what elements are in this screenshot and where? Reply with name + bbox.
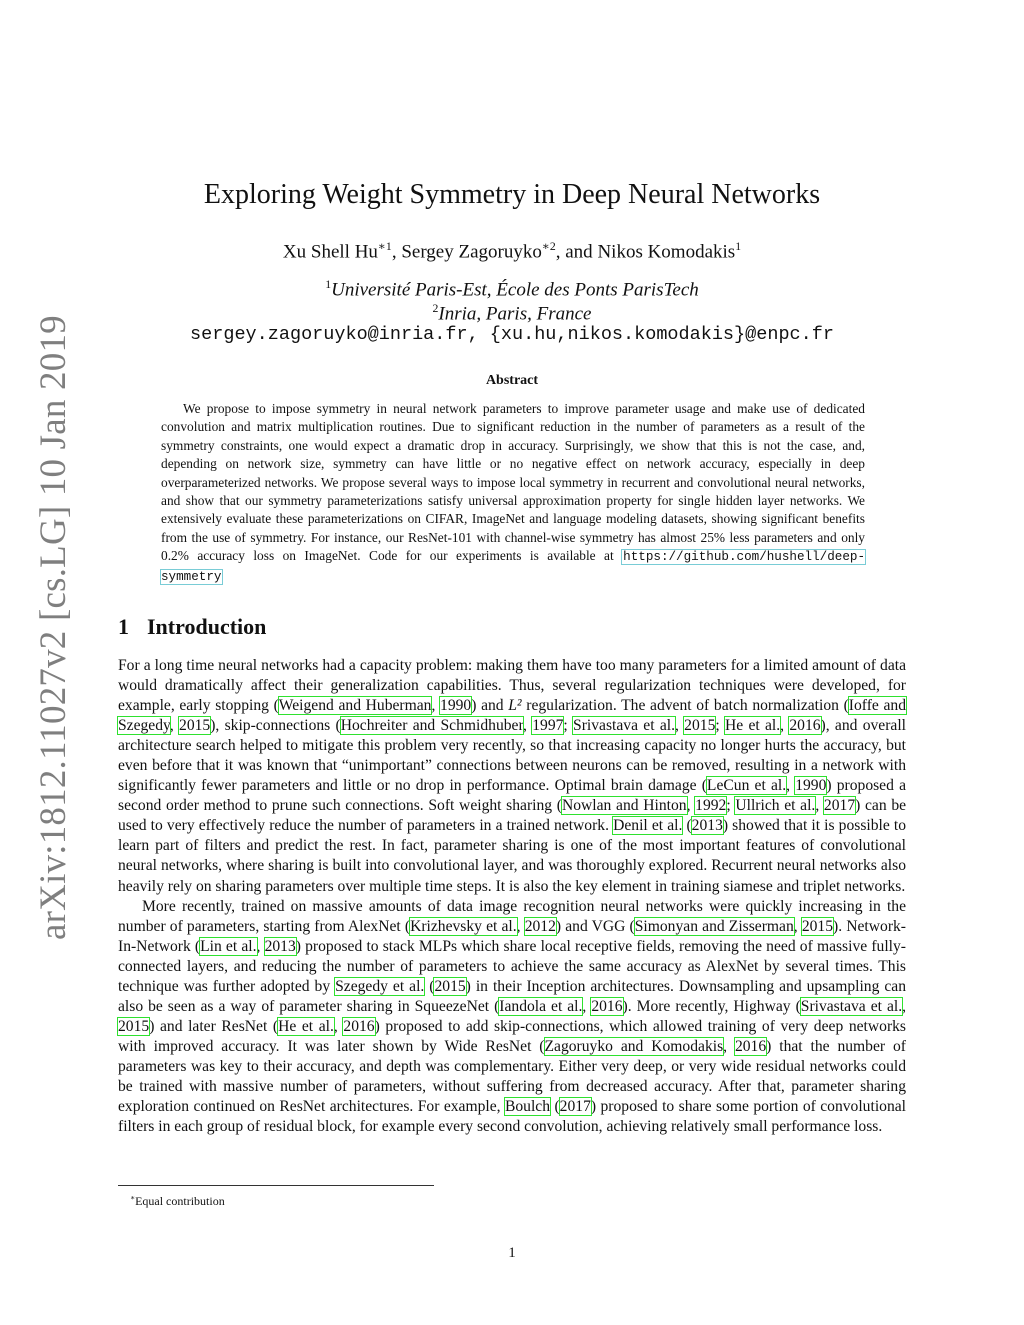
abstract-body	[161, 400, 865, 586]
citation-link[interactable]: Srivastava et al.	[800, 997, 903, 1015]
text-run: ,	[582, 997, 592, 1015]
author-marker: ∗1	[377, 240, 392, 253]
text-run: ), skip-connections (	[210, 717, 341, 735]
text-run: regularization. The advent of batch normalization (	[521, 697, 849, 715]
affiliation-text: Inria, Paris, France	[438, 303, 592, 325]
text-run: ) and	[471, 697, 509, 715]
paragraph	[118, 897, 906, 1138]
paper-title: Exploring Weight Symmetry in Deep Neural Networks	[203, 179, 821, 210]
affiliation-marker: 1	[325, 278, 332, 291]
math-symbol: L²	[508, 697, 522, 715]
text-run: ) proposed to share some portion of convolutional filters in each group of residual block, for example every second convolution, achieving relatively small performance loss.	[118, 1098, 906, 1136]
page-number: 1	[508, 1245, 516, 1261]
text-run: ) proposed to stack MLPs which share local receptive fields, removing the need of massive fully-connected layers, and reducing the number of parameters to achieve the same accuracy as AlexNet by several times. This technique was further adopted by	[118, 937, 906, 995]
text-run: ,	[256, 937, 265, 955]
citation-link[interactable]: 1990	[795, 777, 827, 795]
citation-link[interactable]: Szegedy et al.	[335, 977, 425, 995]
citation-link[interactable]: He et al.	[278, 1017, 334, 1035]
citation-link[interactable]: Simonyan and Zisserman	[634, 917, 794, 935]
text-run: ), and overall architecture search helped to mitigate this problem very recently, so that increasing capacity no longer hurts the accuracy, but even before that it was known that “unimportant” connections between neurons can be removed, resulting in a network with significantly fewer parameters and little or no drop in performance. Optimal brain damage (	[118, 717, 907, 795]
citation-link[interactable]: 2015	[801, 917, 833, 935]
text-run: ) and later ResNet (	[149, 1017, 279, 1035]
text-run: ) in their Inception architectures. Downsampling and upsampling can also be seen as a way of parameter sharing in SqueezeNet (	[118, 977, 907, 1015]
author-name: Xu Shell Hu	[282, 241, 378, 263]
text-run: ;	[726, 797, 736, 815]
citation-link[interactable]: Hochreiter and Schmidhuber	[340, 717, 524, 735]
affiliation-text: Université Paris-Est, École des Ponts ParisTech	[331, 279, 699, 301]
footnote-marker: ∗	[130, 1193, 136, 1202]
text-run: ,	[793, 917, 802, 935]
citation-link[interactable]: 2015	[434, 977, 466, 995]
citation-link[interactable]: 1990	[440, 697, 472, 715]
citation-link[interactable]: 2016	[734, 1037, 767, 1055]
citation-link[interactable]: Krizhevsky et al.	[410, 917, 517, 935]
code-repository-link[interactable]: https://github.com/hushell/deep-symmetry	[161, 550, 865, 584]
text-run: ;	[563, 717, 574, 735]
citation-link[interactable]: 2016	[789, 717, 821, 735]
citation-link[interactable]: 2016	[343, 1017, 375, 1035]
section-title: Introduction	[147, 614, 267, 639]
text-run: ,	[780, 717, 790, 735]
author-name: Nikos Komodakis	[597, 241, 736, 263]
citation-link[interactable]: 2017	[823, 797, 856, 815]
citation-link[interactable]: LeCun et al.	[706, 777, 787, 795]
citation-link[interactable]: He et al.	[724, 717, 781, 735]
abstract-text: We propose to impose symmetry in neural network parameters to improve parameter usage and make use of dedicated convolution and matrix multiplication routines. Due to significant reduction in the number of parameters as a result of the symmetry constraints, one would expect a dramatic drop in accuracy. Surprisingly, we show that this is not the case, and, depending on network size, symmetry can have little or no negative effect on network accuracy, especially in deep overparameterized networks. We propose several ways to impose local symmetry in recurrent and convolutional neural networks, and show that our symmetry parameterizations satisfy universal approximation property for single hidden layer networks. We extensively evaluate these parameterizations on CIFAR, ImageNet and language modeling datasets, showing significant benefits from the use of symmetry. For instance, our ResNet-101 with channel-wise symmetry has almost 25% less parameters and only 0.2% accuracy loss on ImageNet. Code for our experiments is available at	[161, 401, 865, 564]
text-run: ,	[786, 777, 796, 795]
author-marker: 1	[735, 240, 742, 253]
citation-link[interactable]: 2015	[118, 1017, 150, 1035]
affiliation-marker: 2	[432, 302, 439, 315]
text-run: ) and VGG (	[555, 917, 635, 935]
text-run: ,	[686, 797, 696, 815]
text-run: (	[424, 977, 435, 995]
abstract-heading: Abstract	[485, 373, 539, 388]
citation-link[interactable]: 2015	[179, 717, 211, 735]
citation-link[interactable]: 2016	[591, 997, 623, 1015]
citation-link[interactable]: Ullrich et al.	[735, 797, 816, 815]
section-heading	[118, 613, 266, 641]
section-number: 1	[118, 614, 129, 639]
text-run: ;	[715, 717, 725, 735]
introduction-body	[118, 656, 906, 1137]
text-run: ) proposed a second order method to prune such connections. Soft weight sharing (	[118, 777, 906, 815]
text-run: ,	[333, 1017, 344, 1035]
text-run: (	[550, 1098, 560, 1116]
paragraph	[118, 656, 906, 897]
text-run: (	[682, 817, 692, 835]
citation-link[interactable]: Ioffe and Szegedy	[118, 697, 906, 735]
citation-link[interactable]: Boulch	[504, 1098, 551, 1116]
citation-link[interactable]: Iandola et al.	[499, 997, 583, 1015]
citation-link[interactable]: 2015	[684, 717, 716, 735]
arxiv-identifier: arXiv:1812.11027v2 [cs.LG] 10 Jan 2019	[33, 315, 74, 940]
text-run: ,	[169, 717, 180, 735]
text-run: ,	[431, 697, 441, 715]
citation-link[interactable]: 2017	[559, 1098, 591, 1116]
author-marker: ∗2	[541, 240, 556, 253]
text-run: ,	[523, 717, 533, 735]
author-emails: sergey.zagoruyko@inria.fr, {xu.hu,nikos.komodakis}@enpc.fr	[190, 324, 834, 345]
text-run: ,	[815, 797, 824, 815]
text-run: ,	[516, 917, 525, 935]
text-run: ) showed that it is possible to learn part of filters and predict the rest. In fact, parameter sharing is one of the most important features of convolutional neural networks, where sharing is built into convolutional layer, and was thoroughly explored. Recurrent neural networks also heavily rely on sharing parameters over multiple time steps. It is also the key element in training siamese and triplet networks.	[118, 817, 906, 895]
citation-link[interactable]: Denil et al.	[613, 817, 683, 835]
text-run: ,	[674, 717, 685, 735]
citation-link[interactable]: 2012	[524, 917, 556, 935]
citation-link[interactable]: 2013	[691, 817, 723, 835]
footnote	[130, 1190, 225, 1209]
citation-link[interactable]: 1997	[532, 717, 564, 735]
citation-link[interactable]: Weigend and Huberman	[278, 697, 432, 715]
citation-link[interactable]: Zagoruyko and Komodakis	[544, 1037, 724, 1055]
text-run: ). Network-In-Network (	[118, 917, 906, 955]
author-name: Sergey Zagoruyko	[401, 241, 542, 263]
citation-link[interactable]: Nowlan and Hinton	[561, 797, 687, 815]
author-separator: , and	[555, 241, 598, 263]
footnote-rule	[118, 1185, 434, 1186]
text-run: ,	[723, 1037, 735, 1055]
text-run: ). More recently, Highway (	[622, 997, 801, 1015]
text-run: ) can be used to very effectively reduce the number of parameters in a trained network.	[118, 797, 907, 835]
citation-link[interactable]: 1992	[695, 797, 727, 815]
text-run: For a long time neural networks had a capacity problem: making them have too many parameters for a limited amount of data would dramatically affect their generalization capabilities. Thus, several regularization techniques were developed, for example, early stopping (	[118, 657, 906, 715]
text-run: More recently, trained on massive amounts of data image recognition neural networks were quickly increasing in the number of parameters, starting from AlexNet (	[118, 897, 906, 935]
citation-link[interactable]: Srivastava et al.	[573, 717, 675, 735]
citation-link[interactable]: Lin et al.	[200, 937, 257, 955]
text-run: ) that the number of parameters was key to their accuracy, and depth was complementary. Either very deep, or very wide residual networks could be trained with massive number of parameters, without suffering from decreased accuracy. After that, parameter sharing exploration continued on ResNet architectures. For example,	[118, 1037, 906, 1116]
author-list: Xu Shell $Hu^{∗1}$, Sergey Zagoruyko$^{∗2}$, and Nikos Komodakis$^1$	[282, 240, 742, 263]
text-run: ,	[902, 997, 907, 1015]
citation-link[interactable]: 2013	[264, 937, 296, 955]
text-run: ) proposed to add skip-connections, which allowed training of very deep networks with improved accuracy. It was later shown by Wide ResNet (	[118, 1017, 907, 1055]
footnote-text: Equal contribution	[135, 1194, 225, 1208]
